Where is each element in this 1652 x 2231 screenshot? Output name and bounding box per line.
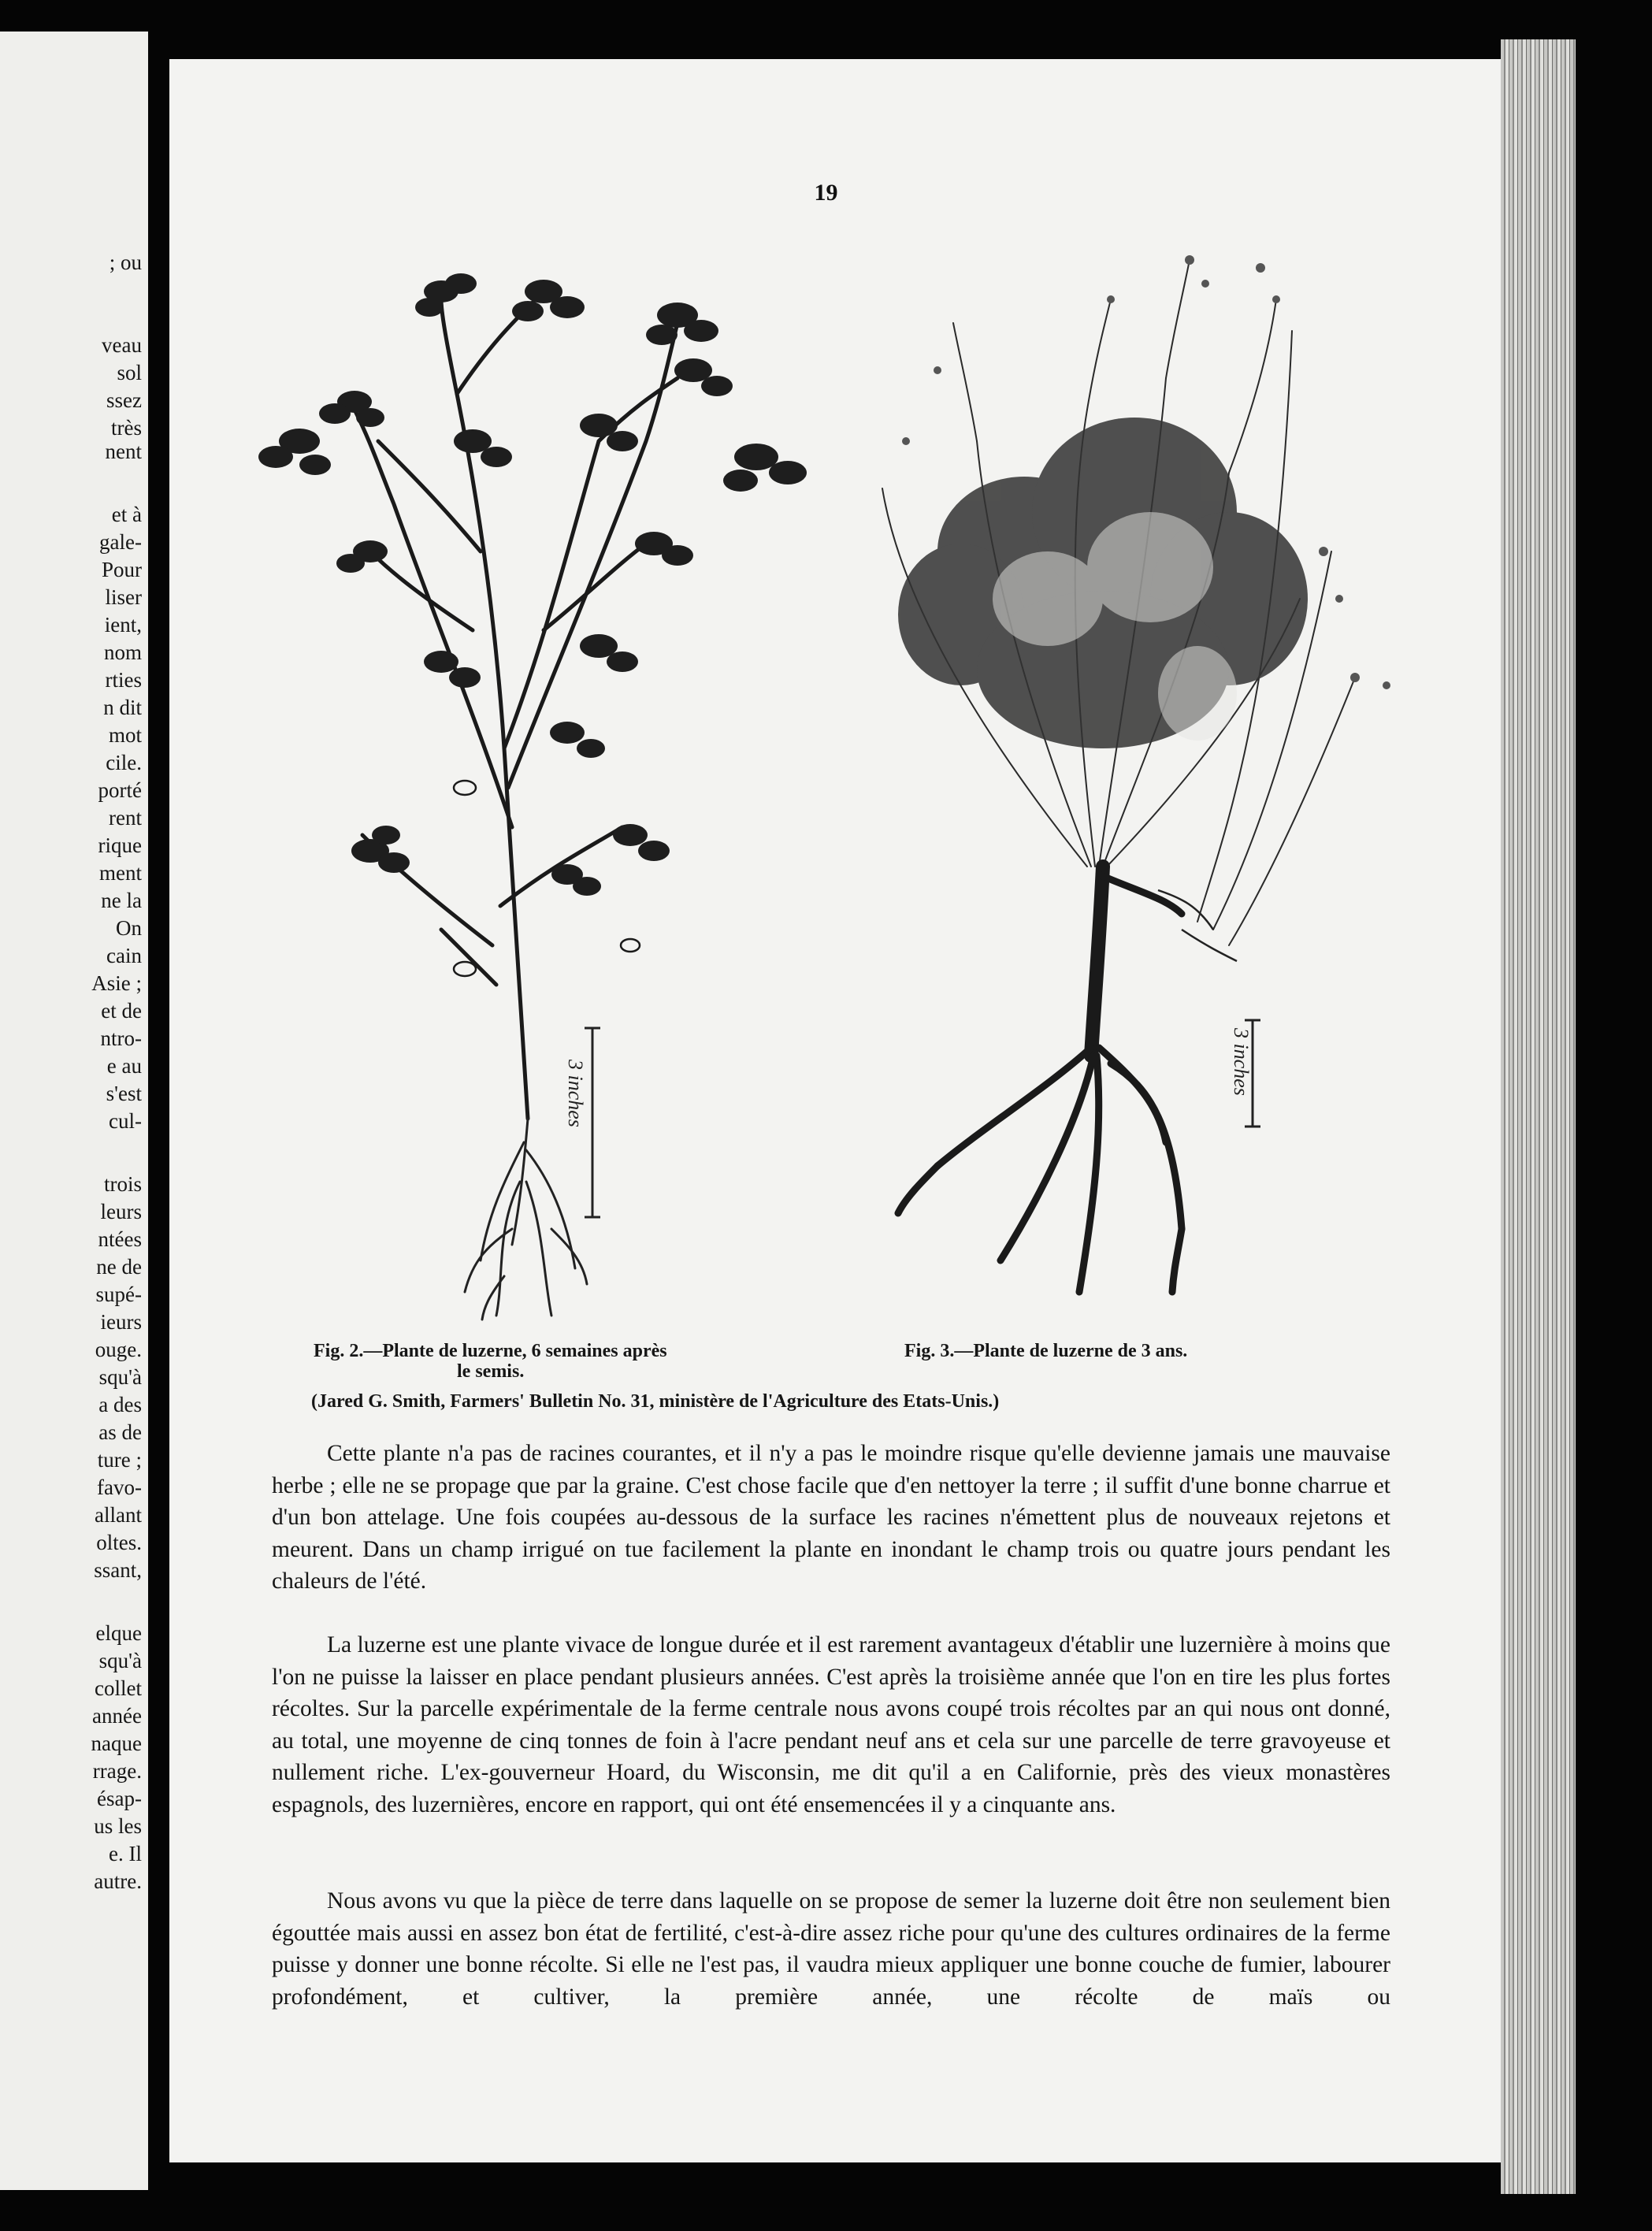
left-page-fragment: us les: [94, 1814, 142, 1838]
figure-2-scale-label: 3 inches: [564, 1060, 587, 1127]
left-page-fragment: e au: [106, 1054, 142, 1078]
left-page-fragment: oltes.: [96, 1531, 142, 1554]
figure-credit: (Jared G. Smith, Farmers' Bulletin No. 31, ministère de l'Agriculture des Etats-Unis.): [311, 1391, 1000, 1412]
left-page-fragment: rique: [98, 833, 142, 857]
left-page-fragment: cile.: [106, 751, 142, 774]
left-page-fragment: sol: [117, 361, 142, 384]
body-paragraph-3: Nous avons vu que la pièce de terre dans laquelle on se propose de semer la luzerne doit être non seulement bien égouttée mais aussi en assez bon état de fertilité, c'est-à-dire assez riche pour qu'une des cultures ordinaires de la ferme puisse y donner une bonne récolte. Si elle ne l'est pas, il vaudra mieux appliquer une bonne couche de fumier, labourer profondément, et cultiver, la première année, une récolte de maïs ou: [272, 1888, 1390, 2010]
left-page-fragment: mot: [108, 723, 142, 747]
left-page-fragment: supé-: [95, 1283, 142, 1306]
left-page-fragment: ment: [99, 861, 142, 885]
left-page-fragment: liser: [105, 585, 142, 609]
left-page-fragment: rrage.: [92, 1759, 142, 1783]
left-page-fragment: ture ;: [97, 1448, 142, 1472]
left-page-fragment: squ'à: [98, 1649, 142, 1672]
left-page-fragment: cul-: [109, 1109, 142, 1133]
left-facing-page: [0, 32, 148, 2190]
left-page-fragment: et de: [101, 999, 142, 1023]
figure-3-caption: Fig. 3.—Plante de luzerne de 3 ans.: [904, 1341, 1188, 1361]
left-page-fragment: leurs: [100, 1200, 142, 1223]
left-page-fragment: On: [116, 916, 142, 940]
left-page-fragment: ient,: [104, 613, 142, 637]
left-page-fragment: rent: [109, 806, 142, 830]
left-page-fragment: Pour: [101, 558, 142, 581]
left-page-fragment: ssant,: [94, 1558, 142, 1582]
page-edges: [1501, 39, 1576, 2194]
left-page-fragment: rties: [105, 668, 142, 692]
left-page-fragment: ne de: [96, 1255, 142, 1279]
left-page-fragment: ntées: [98, 1227, 142, 1251]
left-page-fragment: elque: [95, 1621, 142, 1645]
page-number: 19: [814, 180, 838, 206]
left-page-fragment: squ'à: [98, 1365, 142, 1389]
left-page-fragment: collet: [95, 1676, 142, 1700]
left-page-fragment: ésap-: [97, 1787, 142, 1810]
left-page-fragment: ouge.: [95, 1338, 142, 1361]
left-page-fragment: cain: [106, 944, 142, 967]
left-page-fragment: nent: [105, 440, 142, 463]
body-paragraph-2: La luzerne est une plante vivace de longue durée et il est rarement avantageux d'établir une luzernière à moins que l'on ne puisse la laisser en place pendant plusieurs années. C'est après la troisième année que l'on en tire les plus fortes récoltes. Sur la parcelle expérimentale de la ferme centrale nous avons coupé trois récoltes par an qui nous ont donné, au total, une moyenne de cinq tonnes de foin à l'acre pendant neuf ans et cela sur une parcelle de terre gravoyeuse et nullement riche. L'ex-gouverneur Hoard, du Wisconsin, me dit qu'il a en Californie, près des vieux monastères espagnols, des luzernières, encore en rapport, qui ont été ensemencées il y a cinquante ans.: [272, 1632, 1390, 1817]
left-page-fragment: porté: [98, 778, 142, 802]
left-page-fragment: année: [92, 1704, 142, 1728]
left-page-fragment: favo-: [97, 1476, 142, 1499]
left-page-fragment: n dit: [103, 696, 142, 719]
left-page-fragment: veau: [102, 333, 142, 357]
body-paragraph-1: Cette plante n'a pas de racines courantes, et il n'y a pas le moindre risque qu'elle devienne jamais une mauvaise herbe ; elle ne se propage que par la graine. C'est chose facile que d'en nettoyer la terre ; il suffit d'une bonne charrue et d'un bon attelage. Une fois coupées au-dessous de la surface les racines n'émettent plus de nouveaux rejetons et meurent. Dans un champ irrigué on tue facilement la plante en inondant le champ trois ou quatre jours pendant les chaleurs de l'été.: [272, 1441, 1390, 1594]
left-page-fragment: nom: [103, 640, 142, 664]
figure-2-caption: Fig. 2.—Plante de luzerne, 6 semaines après: [314, 1341, 667, 1361]
left-page-fragment: ; ou: [109, 251, 142, 274]
left-page-fragment: gale-: [99, 530, 142, 554]
left-page-fragment: a des: [98, 1393, 142, 1416]
left-page-fragment: ssez: [106, 388, 142, 412]
left-page-fragment: e. Il: [109, 1842, 142, 1865]
figure-2-young-alfalfa-plant: [236, 260, 835, 1347]
figure-3-mature-alfalfa-plant: [835, 236, 1402, 1323]
left-page-fragment: as de: [98, 1420, 142, 1444]
left-page-fragment: très: [111, 416, 142, 440]
left-page-fragment: ieurs: [100, 1310, 142, 1334]
left-page-fragment: naque: [91, 1732, 142, 1755]
left-page-fragment: ne la: [101, 889, 142, 912]
figure-3-scale-label: 3 inches: [1230, 1028, 1253, 1096]
left-page-fragment: s'est: [106, 1082, 142, 1105]
left-page-fragment: trois: [103, 1172, 142, 1196]
left-page-fragment: Asie ;: [91, 971, 142, 995]
left-page-fragment: et à: [111, 503, 142, 526]
left-page-fragment: ntro-: [100, 1026, 142, 1050]
left-page-fragment: autre.: [94, 1869, 142, 1893]
figure-2-caption-continued: le semis.: [457, 1361, 525, 1382]
left-page-fragment: allant: [95, 1503, 142, 1527]
